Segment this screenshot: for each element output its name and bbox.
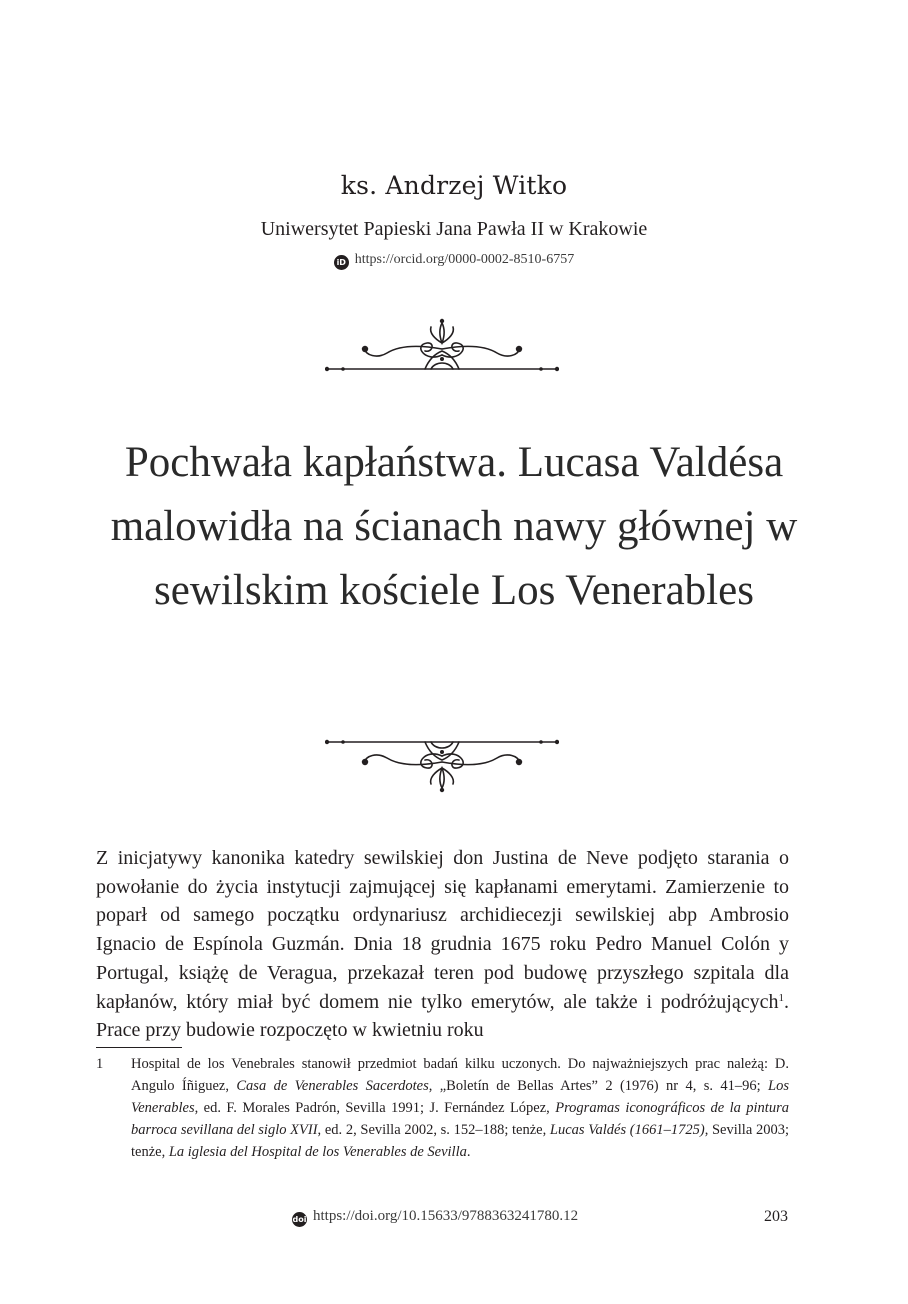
ornament-bottom (325, 726, 559, 796)
fn-italic-2: Los Venerables (131, 1078, 789, 1116)
fn-text-3: , ed. F. Morales Padrón, Sevilla 1991; J. Fernández López, (194, 1100, 556, 1116)
article-title: Pochwała kapłaństwa. Lucasa Valdésa malowidła na ścianach nawy głównej w sewilskim kościele Los Venerables (110, 439, 798, 614)
doi-icon: doi (292, 1212, 307, 1227)
body-paragraph (96, 844, 789, 1045)
fn-italic-4: Lucas Valdés (1661–1725) (549, 1122, 705, 1138)
author-name: ks. Andrzej Witko (340, 171, 568, 200)
orcid-icon: iD (334, 255, 349, 270)
fn-italic-3: Programas iconográficos de la pintura barroca sevillana del siglo XVII (131, 1100, 789, 1138)
footnote-ref[interactable]: 1 (778, 991, 784, 1004)
ornament-top (325, 315, 559, 385)
doi-link[interactable]: https://doi.org/10.15633/9788363241780.12 (313, 1208, 579, 1224)
fn-italic-5: La iglesia del Hospital de los Venerables de Sevilla (168, 1144, 467, 1160)
doi-line (292, 1208, 578, 1227)
fn-text-2: , „Boletín de Bellas Artes” 2 (1976) nr 4, s. 41–96; (428, 1078, 769, 1094)
fn-text-4: , ed. 2, Sevilla 2002, s. 152–188; tenże, (317, 1122, 550, 1138)
page-number: 203 (764, 1208, 788, 1225)
footnote (96, 1053, 789, 1163)
body-text-main: Z inicjatywy kanonika katedry sewilskiej don Justina de Neve podjęto starania o powołanie do życia instytucji zajmującej się kapłanami emerytami. Zamierzenie to poparł od samego początku ordynariusz archidiecezji sewilskiej abp Ambrosio Ignacio de Espínola Guzmán. Dnia 18 grudnia 1675 roku Pedro Manuel Colón y Portugal, książę de Veragua, przekazał teren pod budowę przyszłego szpitala dla kapłanów, który miał być domem nie tylko emerytów, ale także i podróżujących (96, 847, 789, 1013)
orcid-link[interactable]: https://orcid.org/0000-0002-8510-6757 (354, 252, 575, 267)
author-affiliation: Uniwersytet Papieski Jana Pawła II w Krakowie (260, 218, 648, 240)
body-text-tail: . Prace przy budowie rozpoczęto w kwietniu roku (96, 990, 789, 1042)
fn-text-1: Hospital de los Venebrales stanowił przedmiot badań kilku uczonych. Do najważniejszych prac należą: D. Angulo Íñiguez, (131, 1056, 789, 1094)
fn-italic-1: Casa de Venerables Sacerdotes (236, 1078, 429, 1094)
fn-text-6: . (466, 1144, 471, 1160)
orcid-line (0, 252, 908, 270)
footnote-number: 1 (96, 1056, 104, 1072)
fn-text-5: , Sevilla 2003; tenże, (131, 1122, 789, 1160)
footnote-divider (96, 1047, 182, 1048)
footnote-text (131, 1053, 789, 1163)
